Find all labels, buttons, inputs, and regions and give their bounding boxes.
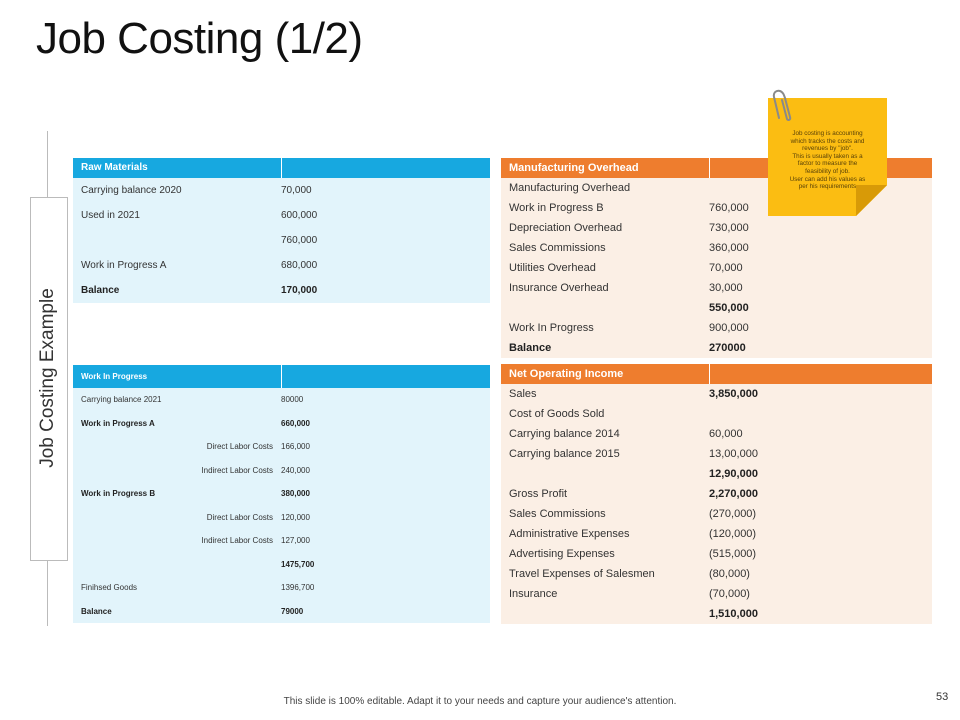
row-label: Sales Commissions <box>509 242 606 254</box>
page-title: Job Costing (1/2) <box>36 14 363 63</box>
row-value: 70,000 <box>281 185 312 196</box>
row-label: Work in Progress B <box>509 202 604 214</box>
row-value: 166,000 <box>281 442 310 452</box>
work-in-progress-table <box>73 365 490 623</box>
row-value: (120,000) <box>709 528 757 540</box>
raw-materials-table <box>73 158 490 303</box>
net-operating-income-title: Net Operating Income <box>509 368 624 380</box>
row-label: Carrying balance 2020 <box>81 185 182 196</box>
row-value: 80000 <box>281 395 304 405</box>
row-label: Sales <box>509 388 537 400</box>
row-value: 660,000 <box>281 418 310 428</box>
paperclip-icon <box>771 88 795 122</box>
row-value: 79000 <box>281 606 304 616</box>
sticky-note-line: Job costing is accounting <box>792 130 863 137</box>
row-value: 270000 <box>709 342 746 354</box>
row-value: (70,000) <box>709 588 750 600</box>
row-label: Manufacturing Overhead <box>509 182 631 194</box>
row-label: Indirect Labor Costs <box>201 465 273 475</box>
table-row <box>501 464 932 484</box>
row-label: Balance <box>509 342 552 354</box>
table-row <box>501 318 932 338</box>
row-value: 730,000 <box>709 222 749 234</box>
row-label: Direct Labor Costs <box>206 512 273 522</box>
row-value: 900,000 <box>709 322 749 334</box>
table-row <box>73 482 490 506</box>
table-row <box>73 203 490 228</box>
row-value: 550,000 <box>709 302 749 314</box>
table-row <box>501 504 932 524</box>
table-row <box>73 278 490 303</box>
sticky-note-line: This is usually taken as a <box>792 152 863 160</box>
row-label: Sales Commissions <box>509 508 606 520</box>
sticky-note-line: factor to measure the <box>797 160 858 168</box>
row-label: Administrative Expenses <box>509 528 630 540</box>
row-value: 240,000 <box>281 465 310 475</box>
table-row <box>501 238 932 258</box>
row-value: (515,000) <box>709 548 757 560</box>
row-label: Balance <box>81 606 112 616</box>
row-label: Carrying balance 2021 <box>81 395 162 405</box>
table-body <box>501 384 932 624</box>
row-label: Used in 2021 <box>81 210 140 221</box>
table-row <box>73 228 490 253</box>
sticky-note-line: per his requirements <box>798 183 857 191</box>
work-in-progress-title: Work In Progress <box>81 372 148 381</box>
row-value: 127,000 <box>281 536 310 546</box>
row-value: 30,000 <box>709 282 743 294</box>
net-operating-income-table <box>501 364 932 624</box>
row-label: Balance <box>81 285 120 296</box>
row-label: Insurance <box>509 588 558 600</box>
sticky-note-line: revenues by "job". <box>802 145 853 153</box>
sticky-note-line: feasibility of job. <box>805 167 850 175</box>
footer-text: This slide is 100% editable. Adapt it to your needs and capture your audience's attention. <box>283 696 677 707</box>
table-row <box>73 600 490 624</box>
table-row <box>73 435 490 459</box>
row-label: Work in Progress B <box>81 489 156 499</box>
table-row <box>73 506 490 530</box>
table-row <box>501 424 932 444</box>
row-value: 1396,700 <box>281 583 315 593</box>
row-label: Travel Expenses of Salesmen <box>509 568 655 580</box>
table-row <box>501 338 932 358</box>
table-row <box>501 564 932 584</box>
row-value: 2,270,000 <box>709 488 758 500</box>
row-value: 1,510,000 <box>709 608 758 620</box>
table-row <box>73 178 490 203</box>
table-row <box>501 278 932 298</box>
net-operating-income-header <box>501 364 932 384</box>
row-value: 13,00,000 <box>709 448 758 460</box>
row-value: 760,000 <box>709 202 749 214</box>
row-label: Insurance Overhead <box>509 282 609 294</box>
table-row <box>501 484 932 504</box>
table-row <box>73 529 490 553</box>
raw-materials-title: Raw Materials <box>81 162 148 173</box>
sticky-note-line: User can add his values as <box>789 175 866 183</box>
table-row <box>73 388 490 412</box>
row-value: 70,000 <box>709 262 743 274</box>
row-value: 12,90,000 <box>709 468 758 480</box>
row-label: Direct Labor Costs <box>206 442 273 452</box>
row-value: 680,000 <box>281 260 318 271</box>
row-value: 120,000 <box>281 512 310 522</box>
row-label: Work In Progress <box>509 322 594 334</box>
table-row <box>501 584 932 604</box>
row-value: (80,000) <box>709 568 750 580</box>
table-row <box>501 258 932 278</box>
side-divider-bottom <box>47 560 48 626</box>
sticky-note-text <box>776 130 879 191</box>
table-row <box>501 444 932 464</box>
table-row <box>73 576 490 600</box>
row-value: 1475,700 <box>281 559 315 569</box>
row-label: Indirect Labor Costs <box>201 536 273 546</box>
row-label: Carrying balance 2015 <box>509 448 620 460</box>
table-row <box>501 384 932 404</box>
row-label: Depreciation Overhead <box>509 222 623 234</box>
page-number: 53 <box>936 691 949 703</box>
table-row <box>73 412 490 436</box>
row-label: Cost of Goods Sold <box>509 408 605 420</box>
table-row <box>501 524 932 544</box>
table-row <box>73 253 490 278</box>
side-divider-top <box>47 131 48 197</box>
row-label: Utilities Overhead <box>509 262 596 274</box>
work-in-progress-header <box>73 365 490 388</box>
table-row <box>73 459 490 483</box>
table-row <box>73 553 490 577</box>
row-value: 360,000 <box>709 242 749 254</box>
row-value: (270,000) <box>709 508 757 520</box>
table-row <box>501 404 932 424</box>
raw-materials-header <box>73 158 490 178</box>
row-label: Carrying balance 2014 <box>509 428 620 440</box>
row-label: Advertising Expenses <box>509 548 615 560</box>
row-label: Gross Profit <box>509 488 568 500</box>
sticky-note-line: which tracks the costs and <box>790 137 865 145</box>
row-value: 60,000 <box>709 428 743 440</box>
row-value: 760,000 <box>281 235 318 246</box>
row-value: 380,000 <box>281 489 310 499</box>
row-label: Work in Progress A <box>81 418 155 428</box>
table-row <box>501 604 932 624</box>
table-row <box>501 218 932 238</box>
table-body <box>73 388 490 623</box>
row-value: 3,850,000 <box>709 388 758 400</box>
table-row <box>501 544 932 564</box>
table-body <box>73 178 490 303</box>
row-value: 170,000 <box>281 285 318 296</box>
table-row <box>501 298 932 318</box>
row-label: Work in Progress A <box>81 260 167 271</box>
manufacturing-overhead-title: Manufacturing Overhead <box>509 162 639 174</box>
row-label: Finihsed Goods <box>81 583 138 593</box>
row-value: 600,000 <box>281 210 318 221</box>
side-label: Job Costing Example <box>37 288 58 468</box>
